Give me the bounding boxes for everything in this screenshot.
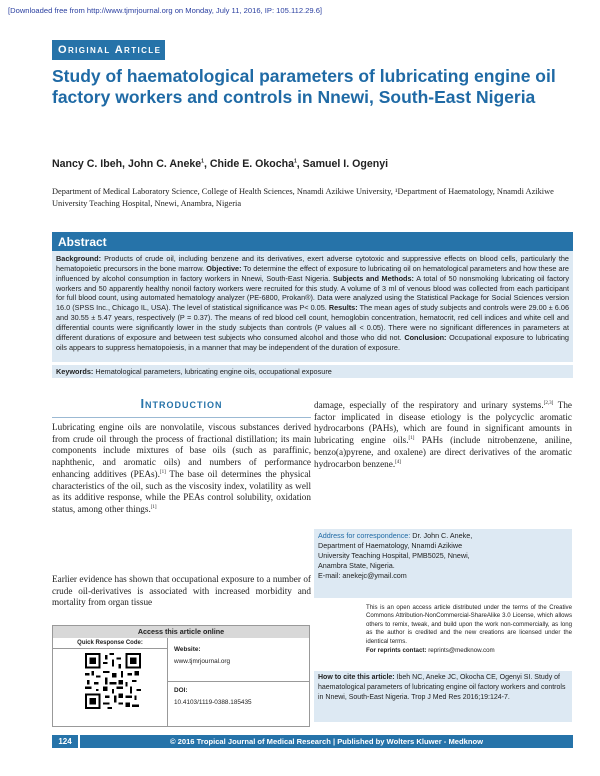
keywords <box>56 367 332 376</box>
citation-ref: [1] <box>408 436 415 442</box>
intro-paragraph-1 <box>52 422 311 516</box>
paragraph-text: The factor implicated in disease etiology is the polycyclic aromatic hydrocarbons (PAHs), which are found in significant amounts in lubricating engine oils. <box>314 400 572 446</box>
reprints-label: For reprints contact: <box>366 647 427 654</box>
abstract-body: To determine the effect of exposure to lubricating oil on hematological parameters and how these are influenced by alcohol consumption in factory workers in Nnewi, South-East Nigeria. <box>56 263 569 283</box>
keywords-text: Hematological parameters, lubricating engine oils, occupational exposure <box>93 367 332 376</box>
author-names: , Samuel I. Ogenyi <box>296 158 389 170</box>
paragraph-text: Lubricating engine oils are nonvolatile, viscous substances derived from crude oil through the process of fractional distillation; its main components include mixtures of base oils (such as paraffinic, naphthenic, and aromatic oils) and numbers of performance enhancing additives (PEAs). <box>52 422 311 479</box>
abstract-body: Products of crude oil, including benzene and its derivatives, exert adverse cytotoxic and suppressive effects on blood cells, particularly the hematopoietic precursors in the bone marrow. <box>56 254 569 273</box>
access-divider <box>168 681 309 682</box>
keywords-label: Keywords: <box>56 367 94 376</box>
citation-ref: [1] <box>150 504 157 510</box>
abstract-label: Subjects and Methods: <box>332 273 414 283</box>
heading-divider <box>52 417 311 418</box>
qr-label: Quick Response Code: <box>53 638 167 649</box>
qr-code-icon[interactable] <box>85 652 141 710</box>
abstract-body: The mean ages of study subjects and controls were 29.00 ± 6.06 and 30.55 ± 5.47 years, respectively (P = 0.37). The means of red blood cell count, hemoglobin concentration, hematocrit, red cell indices and white cell and differential counts were significantly lower in the study subjects than controls (P values all < 0.05). There were no significant differences in parameters at different durations of exposure and between test subjects who consumed alcohol and those who did not. <box>56 303 569 342</box>
website-label: Website: <box>174 646 201 653</box>
author-names: John C. Aneke <box>127 158 202 170</box>
correspondence <box>318 531 568 581</box>
reprints-email: reprints@medknow.com <box>426 647 495 654</box>
access-divider <box>167 638 168 726</box>
paragraph-text: The base oil determines the physical characteristics of the oil, such as the viscosity index, volatility as well as its additive response, while the PEAs control solubility, oxidation status, among other things. <box>52 468 311 514</box>
correspondence-line: University Teaching Hospital, PMB5025, Nnewi, <box>318 551 470 561</box>
citation-ref: [1] <box>159 469 166 475</box>
correspondence-email: E-mail: anekejc@ymail.com <box>318 571 407 581</box>
abstract-label: Conclusion: <box>404 332 447 342</box>
abstract-label: Background: <box>56 254 101 263</box>
affiliation: Department of Medical Laboratory Science, College of Health Sciences, Nnamdi Azikiwe University, ¹Department of Haematology, Nnamdi Azikiwe University Teaching Hospital, Nnewi, Anambra, Nigeria <box>52 187 554 208</box>
correspondence-name: Dr. John C. Aneke, <box>410 531 473 540</box>
citation <box>318 673 568 703</box>
doi-label: DOI: <box>174 687 188 694</box>
introduction-heading: Introduction <box>140 396 223 411</box>
author-list <box>52 158 388 170</box>
website-link[interactable]: www.tjmrjournal.org <box>174 658 231 665</box>
correspondence-line: Anambra State, Nigeria. <box>318 561 395 571</box>
correspondence-label: Address for correspondence: <box>318 531 411 540</box>
page-number: 124 <box>58 737 72 746</box>
abstract-heading: Abstract <box>58 235 107 249</box>
article-title: Study of haematological parameters of lubricating engine oil factory workers and controls in Nnewi, South-East Nigeria <box>52 66 556 107</box>
reprints-note <box>366 647 495 654</box>
footer-text: © 2016 Tropical Journal of Medical Research | Published by Wolters Kluwer - Medknow <box>169 737 484 746</box>
correspondence-first-line <box>318 531 568 541</box>
article-type: Original Article <box>58 44 162 56</box>
affiliation-marker: 1 <box>201 158 204 165</box>
intro-paragraph-3 <box>314 400 572 470</box>
correspondence-line: Department of Haematology, Nnamdi Azikiwe <box>318 541 463 551</box>
citation-label: How to cite this article: <box>318 674 395 681</box>
download-note: [Downloaded free from http://www.tjmrjournal.org on Monday, July 11, 2016, IP: 105.112.29.6] <box>8 6 323 15</box>
license-note: This is an open access article distributed under the terms of the Creative Commons Attribution-NonCommercial-ShareAlike 3.0 License, which allows others to remix, tweak, and build upon the work non-commercially, as long as the author is credited and the new creations are licensed under the identical terms. <box>366 604 572 645</box>
paragraph-text: damage, especially of the respiratory and urinary systems. <box>314 400 544 410</box>
abstract-label: Objective: <box>206 263 242 273</box>
citation-text: Ibeh NC, Aneke JC, Okocha CE, Ogenyi SI. Study of haematological parameters of lubricating engine oil factory workers and controls in Nnewi, South-East Nigeria. Trop J Med Res 2016;19:124-7. <box>318 674 566 701</box>
author-names: Nancy C. Ibeh, <box>52 158 128 170</box>
abstract-body: Occupational exposure to lubricating oils appears to suppress hematopoiesis, in a manner that may be independent of the duration of exposure. <box>56 332 569 352</box>
abstract-body: A total of 50 nonsmoking lubricating oil factory workers and 50 apparently healthy nonoil factory workers were recruited for this study. A volume of 3 ml of venous blood was collected from each participant for full blood count, using automated hematology analyzer (PE-6800, Prokan®). Data were analyzed using the Statistical Package for Social Sciences version 16.0 (SPSS Inc., Chicago IL, USA). The level of statistical significance was P< 0.05. <box>56 273 570 313</box>
abstract-header-bar <box>52 232 573 251</box>
paragraph-text: PAHs (include nitrobenzene, aniline, benzo(a)pyrene, and oxalene) are direct derivatives of the aromatic hydrocarbon benzene. <box>314 435 572 469</box>
doi-value[interactable]: 10.4103/1119-0388.185435 <box>174 699 252 706</box>
abstract-label: Results: <box>328 303 358 313</box>
abstract-text <box>56 254 569 352</box>
intro-paragraph-2: Earlier evidence has shown that occupational exposure to a number of crude oil-derivatives is associated with increased morbidity and mortality from organ tissue <box>52 574 311 608</box>
author-names: , Chide E. Okocha <box>203 158 295 170</box>
affiliation-marker: 1 <box>294 158 297 165</box>
citation-ref: [4] <box>395 459 401 465</box>
access-title: Access this article online <box>53 626 309 638</box>
citation-ref: [2,3] <box>543 400 554 406</box>
